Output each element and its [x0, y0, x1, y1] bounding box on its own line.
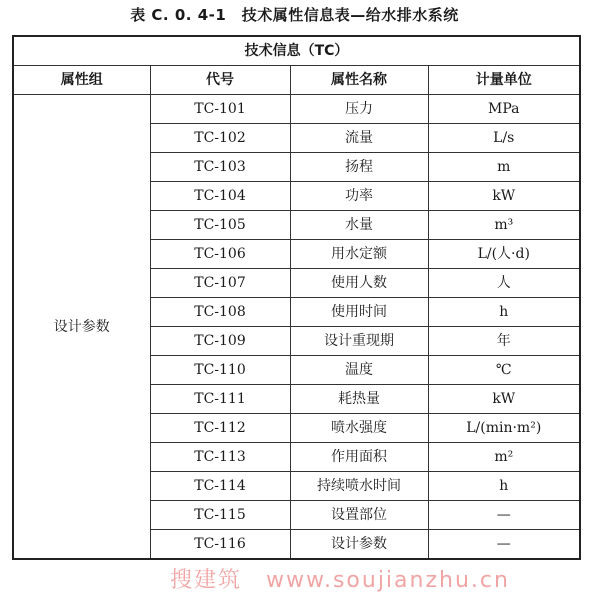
attribute-name-cell: 作用面积	[290, 443, 428, 472]
unit-cell: m²	[428, 443, 580, 472]
code-cell: TC-115	[150, 501, 290, 530]
attribute-name-cell: 使用人数	[290, 269, 428, 298]
code-cell: TC-101	[150, 95, 290, 124]
attribute-name-cell: 设计重现期	[290, 327, 428, 356]
attribute-name-cell: 水量	[290, 211, 428, 240]
code-cell: TC-110	[150, 356, 290, 385]
attribute-name-cell: 持续喷水时间	[290, 472, 428, 501]
table-title: 技术信息（TC）	[13, 36, 580, 66]
code-cell: TC-112	[150, 414, 290, 443]
code-cell: TC-109	[150, 327, 290, 356]
table-caption: 表 C. 0. 4-1 技术属性信息表—给水排水系统	[130, 6, 459, 24]
table-body	[13, 95, 580, 560]
unit-cell: m³	[428, 211, 580, 240]
unit-cell: 人	[428, 269, 580, 298]
code-cell: TC-108	[150, 298, 290, 327]
attribute-name-cell: 扬程	[290, 153, 428, 182]
header-code: 代号	[150, 66, 290, 95]
attribute-group-cell: 设计参数	[13, 95, 150, 560]
attribute-name-cell: 耗热量	[290, 385, 428, 414]
code-cell: TC-114	[150, 472, 290, 501]
code-cell: TC-113	[150, 443, 290, 472]
code-cell: TC-116	[150, 530, 290, 560]
code-cell: TC-102	[150, 124, 290, 153]
attribute-name-cell: 使用时间	[290, 298, 428, 327]
code-cell: TC-111	[150, 385, 290, 414]
unit-cell: kW	[428, 182, 580, 211]
unit-cell: h	[428, 298, 580, 327]
code-cell: TC-104	[150, 182, 290, 211]
table-row	[13, 95, 580, 124]
technical-attribute-table	[12, 35, 581, 560]
code-cell: TC-105	[150, 211, 290, 240]
attribute-name-cell: 设计参数	[290, 530, 428, 560]
unit-cell: MPa	[428, 95, 580, 124]
unit-cell: —	[428, 501, 580, 530]
attribute-name-cell: 用水定额	[290, 240, 428, 269]
attribute-name-cell: 流量	[290, 124, 428, 153]
header-attribute-group: 属性组	[13, 66, 150, 95]
unit-cell: L/(人·d)	[428, 240, 580, 269]
unit-cell: m	[428, 153, 580, 182]
header-attribute-name: 属性名称	[290, 66, 428, 95]
code-cell: TC-103	[150, 153, 290, 182]
unit-cell: —	[428, 530, 580, 560]
code-cell: TC-106	[150, 240, 290, 269]
attribute-name-cell: 设置部位	[290, 501, 428, 530]
header-unit: 计量单位	[428, 66, 580, 95]
unit-cell: ℃	[428, 356, 580, 385]
attribute-name-cell: 温度	[290, 356, 428, 385]
unit-cell: L/(min·m²)	[428, 414, 580, 443]
attribute-name-cell: 喷水强度	[290, 414, 428, 443]
code-cell: TC-107	[150, 269, 290, 298]
unit-cell: L/s	[428, 124, 580, 153]
unit-cell: h	[428, 472, 580, 501]
unit-cell: 年	[428, 327, 580, 356]
attribute-name-cell: 压力	[290, 95, 428, 124]
watermark: 搜建筑 www.soujianzhu.cn	[170, 568, 510, 593]
unit-cell: kW	[428, 385, 580, 414]
attribute-name-cell: 功率	[290, 182, 428, 211]
